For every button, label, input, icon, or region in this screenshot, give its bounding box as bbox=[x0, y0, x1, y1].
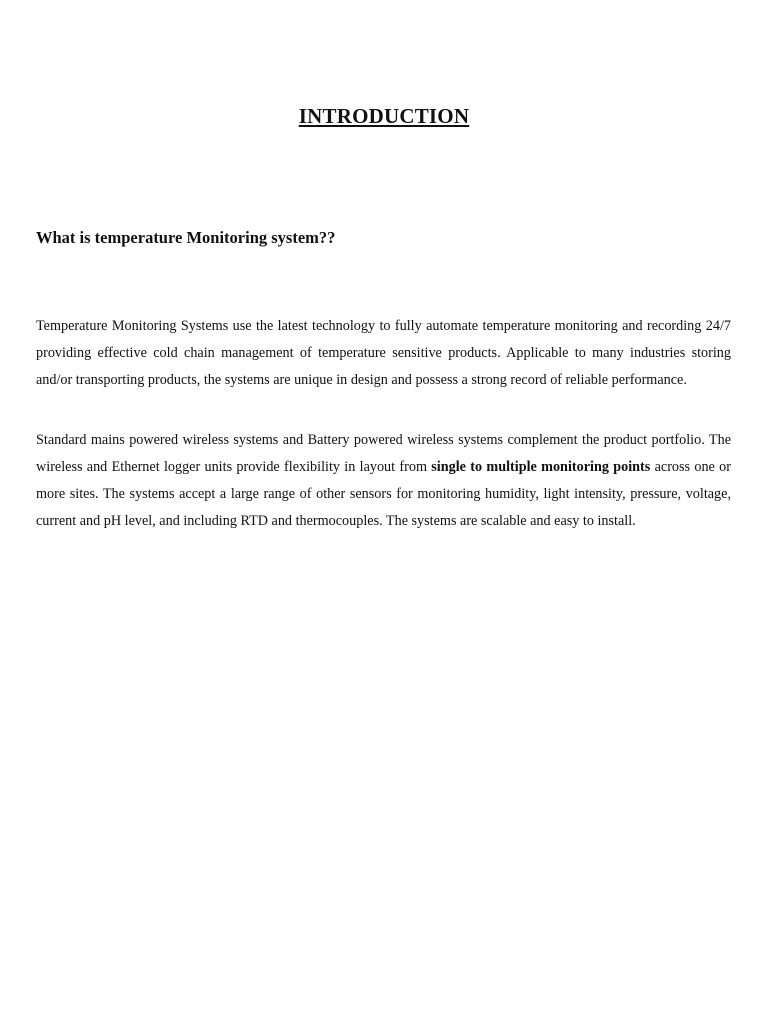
paragraph-2 bbox=[36, 427, 731, 535]
section-heading: What is temperature Monitoring system?? bbox=[36, 228, 336, 247]
paragraph-2-text-start: Standard mains powered wireless systems and Battery powered wireless systems complement the product portfolio. The wireless and Ethernet logger units provide flexibility in layout from bbox=[36, 432, 731, 475]
page-title: INTRODUCTION bbox=[298, 104, 470, 128]
paragraph-2-bold-phrase: single to multiple monitoring points bbox=[431, 459, 651, 475]
paragraph-2-text-end: across one or more sites. The systems accept a large range of other sensors for monitoring humidity, light intensity, pressure, voltage, current and pH level, and including RTD and thermocouples. The systems are scalable and easy to install. bbox=[36, 459, 731, 529]
paragraph-1: Temperature Monitoring Systems use the latest technology to fully automate temperature monitoring and recording 24/7 providing effective cold chain management of temperature sensitive products. Applicable to many industries storing and/or transporting products, the systems are unique in design and possess a strong record of reliable performance. bbox=[36, 318, 731, 388]
